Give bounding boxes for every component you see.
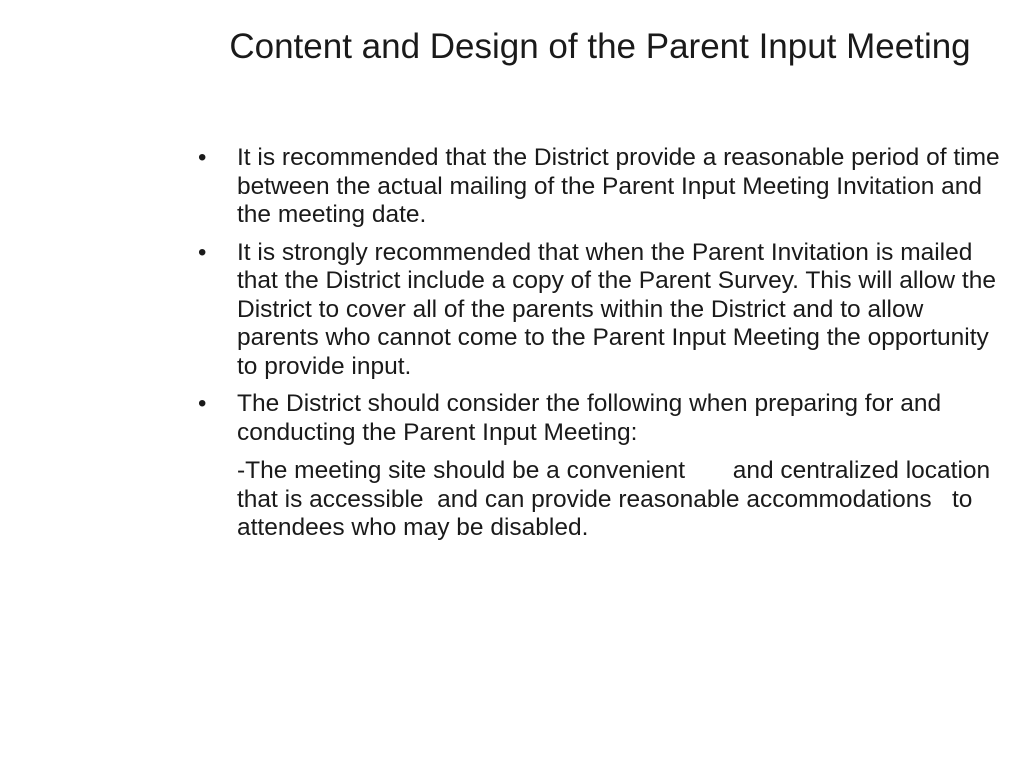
bullet-marker: •	[198, 238, 207, 266]
bullet-text: It is recommended that the District provide a reasonable period of time between the actual mailing of the Parent Input Meeting Invitation and the meeting date.	[237, 144, 1000, 228]
bullet-text: The District should consider the following when preparing for and conducting the Parent Input Meeting:	[237, 390, 942, 446]
bullet-marker: •	[198, 390, 207, 417]
bullet-item	[194, 144, 1002, 230]
sub-paragraph: -The meeting site should be a convenient and centralized location that is accessible and can provide reasonable accommodations to attendees who may be disabled.	[237, 457, 997, 541]
bullet-item	[194, 390, 1002, 543]
bullet-list	[194, 144, 1002, 552]
bullet-text: It is strongly recommended that when the Parent Invitation is mailed that the District include a copy of the Parent Survey. This will allow the District to cover all of the parents within the District and to allow parents who cannot come to the Parent Input Meeting the opportunity to provide input.	[237, 238, 996, 380]
slide-title: Content and Design of the Parent Input Meeting	[229, 27, 971, 66]
bullet-marker: •	[198, 144, 207, 171]
bullet-item	[194, 239, 1002, 382]
